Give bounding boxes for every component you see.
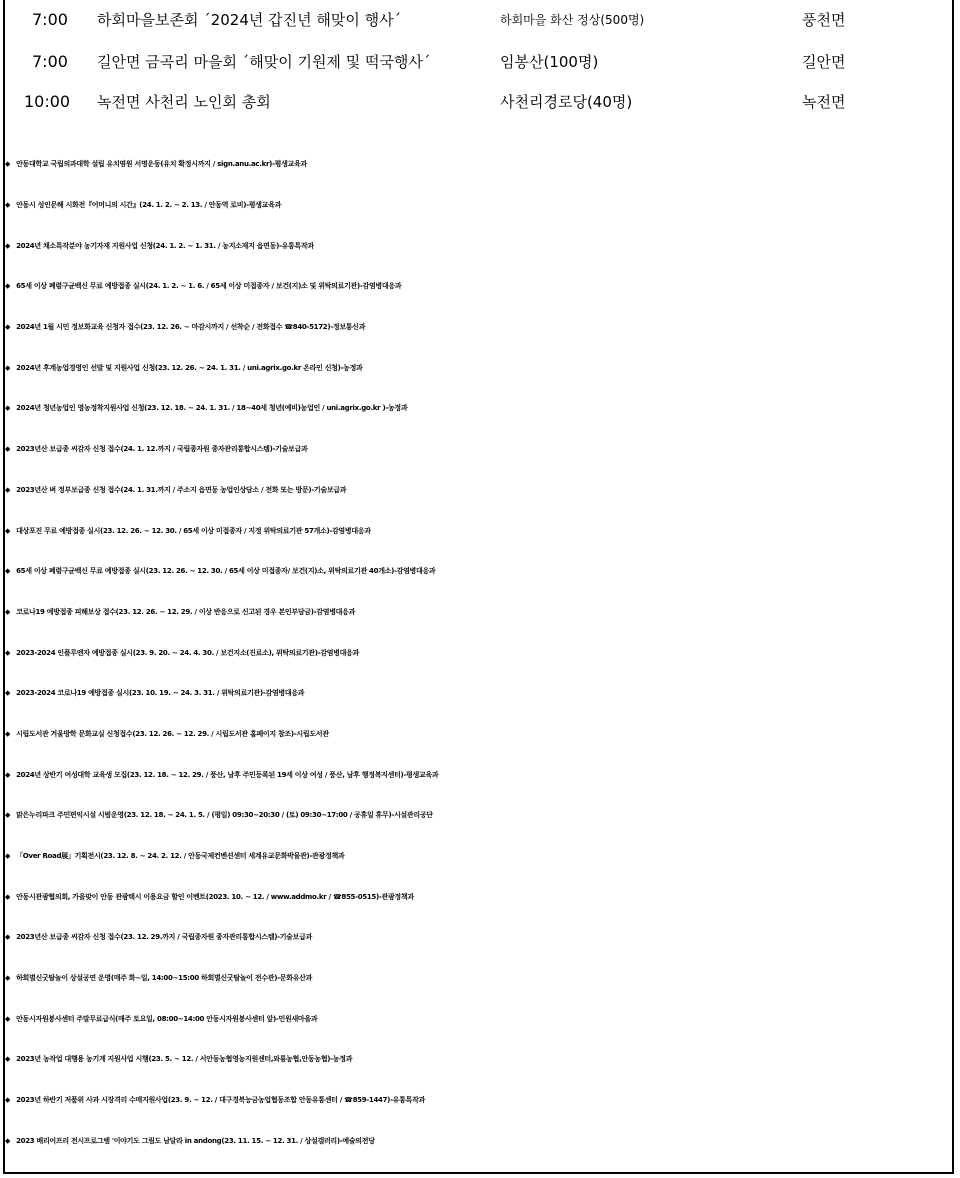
diamond-bullet-icon: ◆	[5, 323, 11, 332]
diamond-bullet-icon: ◆	[5, 689, 11, 698]
diamond-bullet-icon: ◆	[5, 1096, 11, 1105]
notice-item	[5, 632, 955, 673]
schedule-title: 녹전면 사천리 노인회 총회	[97, 93, 271, 111]
notice-text: 2023년 농작업 대행용 농기계 지원사업 시행(23. 5. ~ 12. / 서안동농협영농지원센터,와룡농협,안동농협)-농정과	[16, 1055, 353, 1064]
notice-item	[5, 388, 955, 429]
notice-text: 2023 배리어프리 전시프로그램 '이야기도 그림도 남달라 in andong(23. 11. 15. ~ 12. 31. / 상설갤러리)-예술의전당	[16, 1136, 375, 1145]
notice-item	[5, 917, 955, 958]
notice-text: 2024년 채소특작분야 농기자재 지원사업 신청(24. 1. 2. ~ 1. 31. / 농지소재지 읍면동)-유통특작과	[16, 241, 314, 250]
diamond-bullet-icon: ◆	[5, 892, 11, 901]
notice-item	[5, 470, 955, 511]
schedule-row	[0, 42, 960, 82]
notice-item	[5, 958, 955, 999]
notice-text: 안동대학교 국립의과대학 설립 유치염원 서명운동(유치 확정시까지 / sign.anu.ac.kr)-평생교육과	[16, 160, 307, 169]
diamond-bullet-icon: ◆	[5, 852, 11, 861]
notice-item	[5, 307, 955, 348]
notice-item	[5, 795, 955, 836]
notice-text: 2023년산 벼 정부보급종 신청 접수(24. 1. 31.까지 / 주소지 읍면동 농업인상담소 / 전화 또는 방문)-기술보급과	[16, 485, 347, 494]
notice-item	[5, 551, 955, 592]
diamond-bullet-icon: ◆	[5, 607, 11, 616]
diamond-bullet-icon: ◆	[5, 404, 11, 413]
notice-text: 65세 이상 폐렴구균백신 무료 예방접종 실시(23. 12. 26. ~ 12. 30. / 65세 이상 미접종자/ 보건(지)소, 위탁의료기관 40개소)-감염병대응과	[16, 567, 436, 576]
notice-item	[5, 1039, 955, 1080]
schedule-area: 길안면	[802, 53, 846, 71]
notice-item	[5, 836, 955, 877]
diamond-bullet-icon: ◆	[5, 933, 11, 942]
notice-text: 2024년 1월 시민 정보화교육 신청자 접수(23. 12. 26. ~ 마감시까지 / 선착순 / 전화접수 ☎840-5172)-정보통신과	[16, 323, 366, 332]
notice-item	[5, 266, 955, 307]
notice-item	[5, 225, 955, 266]
schedule-place: 하회마을 화산 정상(500명)	[500, 13, 645, 27]
notice-text: 2023년산 보급종 씨감자 신청 접수(23. 12. 29.까지 / 국립종자원 종자관리통합시스템)-기술보급과	[16, 933, 313, 942]
notice-text: 2023-2024 인플루엔자 예방접종 실시(23. 9. 20. ~ 24. 4. 30. / 보건지소(진료소), 위탁의료기관)-감염병대응과	[16, 648, 360, 657]
diamond-bullet-icon: ◆	[5, 811, 11, 820]
notice-text: 맑은누리파크 주민편익시설 시범운영(23. 12. 18. ~ 24. 1. 5. / (평일) 09:30~20:30 / (토) 09:30~17:00 / 공휴일 휴무)-시설관리공단	[16, 811, 433, 820]
notice-text: 2023년 하반기 저품위 사과 시장격리 수매지원사업(23. 9. ~ 12. / 대구경북능금농업협동조합 안동유통센터 / ☎859-1447)-유통특작과	[16, 1096, 425, 1105]
schedule-place: 임봉산(100명)	[500, 53, 599, 71]
notice-text: 안동시관광협의회, 가을맞이 안동 관광택시 이용요금 할인 이벤트(2023. 10. ~ 12. / www.addmo.kr / ☎855-0515)-관광정책과	[16, 892, 414, 901]
notice-text: 코로나19 예방접종 피해보상 접수(23. 12. 26. ~ 12. 29. / 이상 반응으로 신고된 경우 본인부담금)-감염병대응과	[16, 607, 356, 616]
schedule-area: 풍천면	[802, 11, 846, 29]
notice-item	[5, 1080, 955, 1121]
schedule-time: 7:00	[32, 10, 68, 29]
notice-item	[5, 1121, 955, 1162]
notice-text: 대상포진 무료 예방접종 실시(23. 12. 26. ~ 12. 30. / 65세 이상 미접종자 / 지정 위탁의료기관 57개소)-감염병대응과	[16, 526, 371, 535]
diamond-bullet-icon: ◆	[5, 526, 11, 535]
diamond-bullet-icon: ◆	[5, 445, 11, 454]
diamond-bullet-icon: ◆	[5, 363, 11, 372]
schedule-title: 길안면 금곡리 마을회 ´해맞이 기원제 및 떡국행사´	[97, 53, 431, 71]
notice-text: 2023년산 보급종 씨감자 신청 접수(24. 1. 12.까지 / 국립종자원 종자관리통합시스템)-기술보급과	[16, 445, 308, 454]
diamond-bullet-icon: ◆	[5, 648, 11, 657]
diamond-bullet-icon: ◆	[5, 160, 11, 169]
notice-text: 시립도서관 겨울방학 문화교실 신청접수(23. 12. 26. ~ 12. 29. / 시립도서관 홈페이지 참조)-시립도서관	[16, 729, 329, 738]
schedule-time: 10:00	[24, 92, 71, 111]
diamond-bullet-icon: ◆	[5, 282, 11, 291]
schedule-row	[0, 0, 960, 40]
notice-text: 2024년 후계농업경영인 선발 및 지원사업 신청(23. 12. 26. ~ 24. 1. 31. / uni.agrix.go.kr 온라인 신청)-농정과	[16, 363, 363, 372]
schedule-time: 7:00	[32, 52, 68, 71]
diamond-bullet-icon: ◆	[5, 241, 11, 250]
notice-item	[5, 754, 955, 795]
notice-item	[5, 876, 955, 917]
notice-item	[5, 592, 955, 633]
notice-text: 「Over Road展」기획전시(23. 12. 8. ~ 24. 2. 12. / 안동국제컨벤션센터 세계유교문화박물관)-관광정책과	[16, 852, 345, 861]
notice-text: 65세 이상 폐렴구균백신 무료 예방접종 실시(24. 1. 2. ~ 1. 6. / 65세 이상 미접종자 / 보건(지)소 및 위탁의료기관)-감염병대응과	[16, 282, 402, 291]
notice-text: 안동시자원봉사센터 주말무료급식(매주 토요일, 08:00~14:00 안동시자원봉사센터 앞)-민원새마을과	[16, 1014, 318, 1023]
diamond-bullet-icon: ◆	[5, 201, 11, 210]
notice-text: 2024년 상반기 여성대학 교육생 모집(23. 12. 18. ~ 12. 29. / 풍산, 남후 주민등록된 19세 이상 여성 / 풍산, 남후 행정복지센터)-평생교육과	[16, 770, 439, 779]
notice-item	[5, 998, 955, 1039]
schedule-row	[0, 82, 960, 122]
notice-item	[5, 673, 955, 714]
schedule-area: 녹전면	[802, 93, 846, 111]
notice-item	[5, 510, 955, 551]
diamond-bullet-icon: ◆	[5, 974, 11, 983]
diamond-bullet-icon: ◆	[5, 1014, 11, 1023]
notice-text: 2023-2024 코로나19 예방접종 실시(23. 10. 19. ~ 24. 3. 31. / 위탁의료기관)-감염병대응과	[16, 689, 305, 698]
schedule-title: 하회마을보존회 ´2024년 갑진년 해맞이 행사´	[97, 11, 402, 29]
diamond-bullet-icon: ◆	[5, 729, 11, 738]
notice-list	[5, 144, 955, 1161]
diamond-bullet-icon: ◆	[5, 567, 11, 576]
notice-item	[5, 347, 955, 388]
diamond-bullet-icon: ◆	[5, 1055, 11, 1064]
notice-item	[5, 144, 955, 185]
notice-item	[5, 185, 955, 226]
diamond-bullet-icon: ◆	[5, 770, 11, 779]
diamond-bullet-icon: ◆	[5, 1136, 11, 1145]
schedule-place: 사천리경로당(40명)	[500, 93, 633, 111]
notice-text: 하회별신굿탈놀이 상설공연 운영(매주 화~일, 14:00~15:00 하회별신굿탈놀이 전수관)-문화유산과	[16, 974, 313, 983]
diamond-bullet-icon: ◆	[5, 485, 11, 494]
notice-item	[5, 429, 955, 470]
notice-text: 안동시 성인문해 시화전『어머니의 시간』(24. 1. 2. ~ 2. 13. / 안동역 로비)-평생교육과	[16, 201, 282, 210]
notice-item	[5, 714, 955, 755]
notice-text: 2024년 청년농업인 영농정착지원사업 신청(23. 12. 18. ~ 24. 1. 31. / 18~40세 청년(예비)농업인 / uni.agrix.go.kr )-농정과	[16, 404, 408, 413]
